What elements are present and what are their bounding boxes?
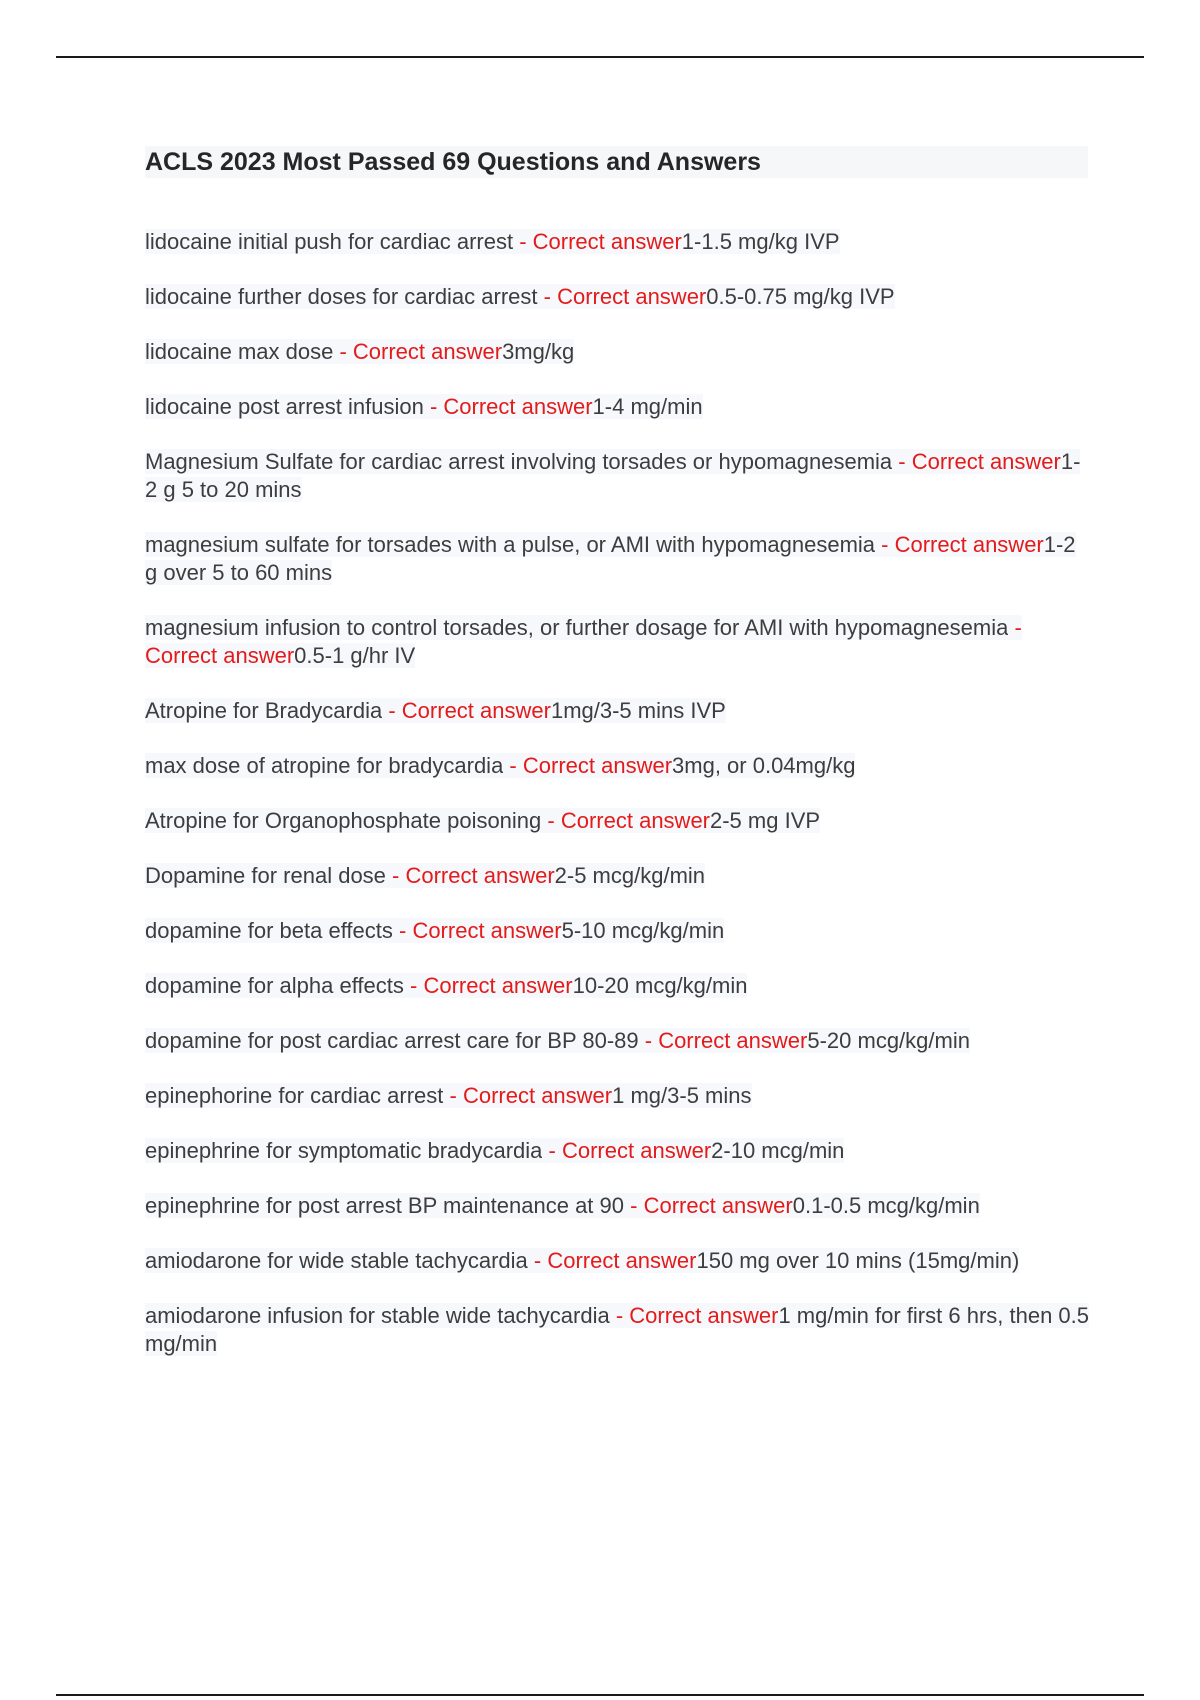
correct-answer-label: Correct answer [401, 698, 551, 723]
answer-separator: - [609, 1303, 630, 1328]
answer-separator: - [875, 532, 895, 557]
qa-item [145, 862, 1090, 890]
question-text: lidocaine initial push for cardiac arrest [145, 229, 514, 254]
document-body [145, 146, 1090, 1385]
correct-answer-label: Correct answer [462, 1083, 613, 1108]
correct-answer-label: Correct answer [145, 643, 295, 668]
answer-text: 2-5 mcg/kg/min [554, 863, 706, 888]
qa-item [145, 283, 1090, 311]
answer-separator: - [333, 339, 353, 364]
qa-item [145, 917, 1090, 945]
qa-item [145, 1027, 1090, 1055]
correct-answer-label: Correct answer [561, 1138, 712, 1163]
question-text: epinephrine for symptomatic bradycardia [145, 1138, 543, 1163]
answer-text: 0.5-0.75 mg/kg IVP [706, 284, 895, 309]
correct-answer-label: Correct answer [658, 1028, 808, 1053]
answer-separator: - [892, 449, 912, 474]
qa-item [145, 228, 1090, 256]
answer-separator: - [443, 1083, 463, 1108]
qa-item [145, 338, 1090, 366]
answer-text: 1 mg/3-5 mins [612, 1083, 752, 1108]
correct-answer-label: Correct answer [412, 918, 562, 943]
qa-item [145, 1247, 1090, 1275]
answer-separator: - [1008, 615, 1022, 640]
answer-separator: - [638, 1028, 659, 1053]
question-text: lidocaine post arrest infusion [145, 394, 424, 419]
qa-item [145, 448, 1090, 504]
question-text: max dose of atropine for bradycardia [145, 753, 504, 778]
correct-answer-label: Correct answer [423, 973, 573, 998]
correct-answer-label: Correct answer [352, 339, 503, 364]
correct-answer-label: Correct answer [560, 808, 710, 833]
question-text: Dopamine for renal dose [145, 863, 386, 888]
question-text: lidocaine further doses for cardiac arrest [145, 284, 538, 309]
correct-answer-label: Correct answer [629, 1303, 779, 1328]
answer-text: 1mg/3-5 mins IVP [550, 698, 726, 723]
correct-answer-label: Correct answer [643, 1193, 793, 1218]
answer-separator: - [541, 808, 561, 833]
question-text: dopamine for post cardiac arrest care for BP 80-89 [145, 1028, 639, 1053]
answer-text: 1-2 g over 5 to 60 mins [145, 532, 1076, 585]
answer-separator: - [624, 1193, 644, 1218]
question-text: dopamine for beta effects [145, 918, 393, 943]
qa-item [145, 1082, 1090, 1110]
question-text: amiodarone infusion for stable wide tachycardia [145, 1303, 610, 1328]
qa-item [145, 393, 1090, 421]
qa-item [145, 531, 1090, 587]
correct-answer-label: Correct answer [547, 1248, 697, 1273]
answer-text: 3mg/kg [502, 339, 575, 364]
answer-separator: - [385, 863, 406, 888]
answer-text: 2-10 mcg/min [711, 1138, 845, 1163]
answer-text: 0.1-0.5 mcg/kg/min [792, 1193, 980, 1218]
answer-text: 3mg, or 0.04mg/kg [672, 753, 856, 778]
page-title: ACLS 2023 Most Passed 69 Questions and Answers [145, 146, 1088, 178]
answer-text: 1-4 mg/min [592, 394, 703, 419]
question-text: dopamine for alpha effects [145, 973, 404, 998]
qa-list [145, 228, 1090, 1358]
question-text: epinephrine for post arrest BP maintenance at 90 [145, 1193, 625, 1218]
answer-separator: - [423, 394, 444, 419]
answer-separator: - [382, 698, 402, 723]
qa-item [145, 807, 1090, 835]
answer-separator: - [392, 918, 413, 943]
answer-text: 1-2 g 5 to 20 mins [145, 449, 1081, 502]
answer-text: 1-1.5 mg/kg IVP [681, 229, 840, 254]
correct-answer-label: Correct answer [894, 532, 1044, 557]
answer-text: 10-20 mcg/kg/min [572, 973, 748, 998]
answer-separator: - [537, 284, 558, 309]
correct-answer-label: Correct answer [405, 863, 555, 888]
question-text: magnesium sulfate for torsades with a pulse, or AMI with hypomagnesemia [145, 532, 876, 557]
correct-answer-label: Correct answer [911, 449, 1061, 474]
correct-answer-label: Correct answer [532, 229, 682, 254]
correct-answer-label: Correct answer [443, 394, 593, 419]
answer-text: 5-20 mcg/kg/min [807, 1028, 970, 1053]
answer-text: 2-5 mg IVP [710, 808, 821, 833]
qa-item [145, 1302, 1090, 1358]
top-rule [56, 56, 1144, 58]
question-text: lidocaine max dose [145, 339, 334, 364]
qa-item [145, 697, 1090, 725]
qa-item [145, 614, 1090, 670]
correct-answer-label: Correct answer [522, 753, 673, 778]
question-text: Magnesium Sulfate for cardiac arrest involving torsades or hypomagnesemia [145, 449, 893, 474]
answer-text: 1 mg/min for first 6 hrs, then 0.5 mg/min [145, 1303, 1090, 1356]
bottom-rule [56, 1694, 1144, 1696]
answer-separator: - [513, 229, 533, 254]
question-text: Atropine for Organophosphate poisoning [145, 808, 542, 833]
answer-text: 0.5-1 g/hr IV [294, 643, 416, 668]
answer-separator: - [403, 973, 424, 998]
answer-separator: - [542, 1138, 562, 1163]
answer-separator: - [503, 753, 523, 778]
correct-answer-label: Correct answer [557, 284, 707, 309]
qa-item [145, 1192, 1090, 1220]
qa-item [145, 1137, 1090, 1165]
answer-separator: - [527, 1248, 548, 1273]
qa-item [145, 752, 1090, 780]
question-text: Atropine for Bradycardia [145, 698, 383, 723]
question-text: magnesium infusion to control torsades, or further dosage for AMI with hypomagnesemia [145, 615, 1009, 640]
answer-text: 5-10 mcg/kg/min [561, 918, 725, 943]
question-text: epinephorine for cardiac arrest [145, 1083, 444, 1108]
answer-text: 150 mg over 10 mins (15mg/min) [696, 1248, 1020, 1273]
question-text: amiodarone for wide stable tachycardia [145, 1248, 528, 1273]
qa-item [145, 972, 1090, 1000]
